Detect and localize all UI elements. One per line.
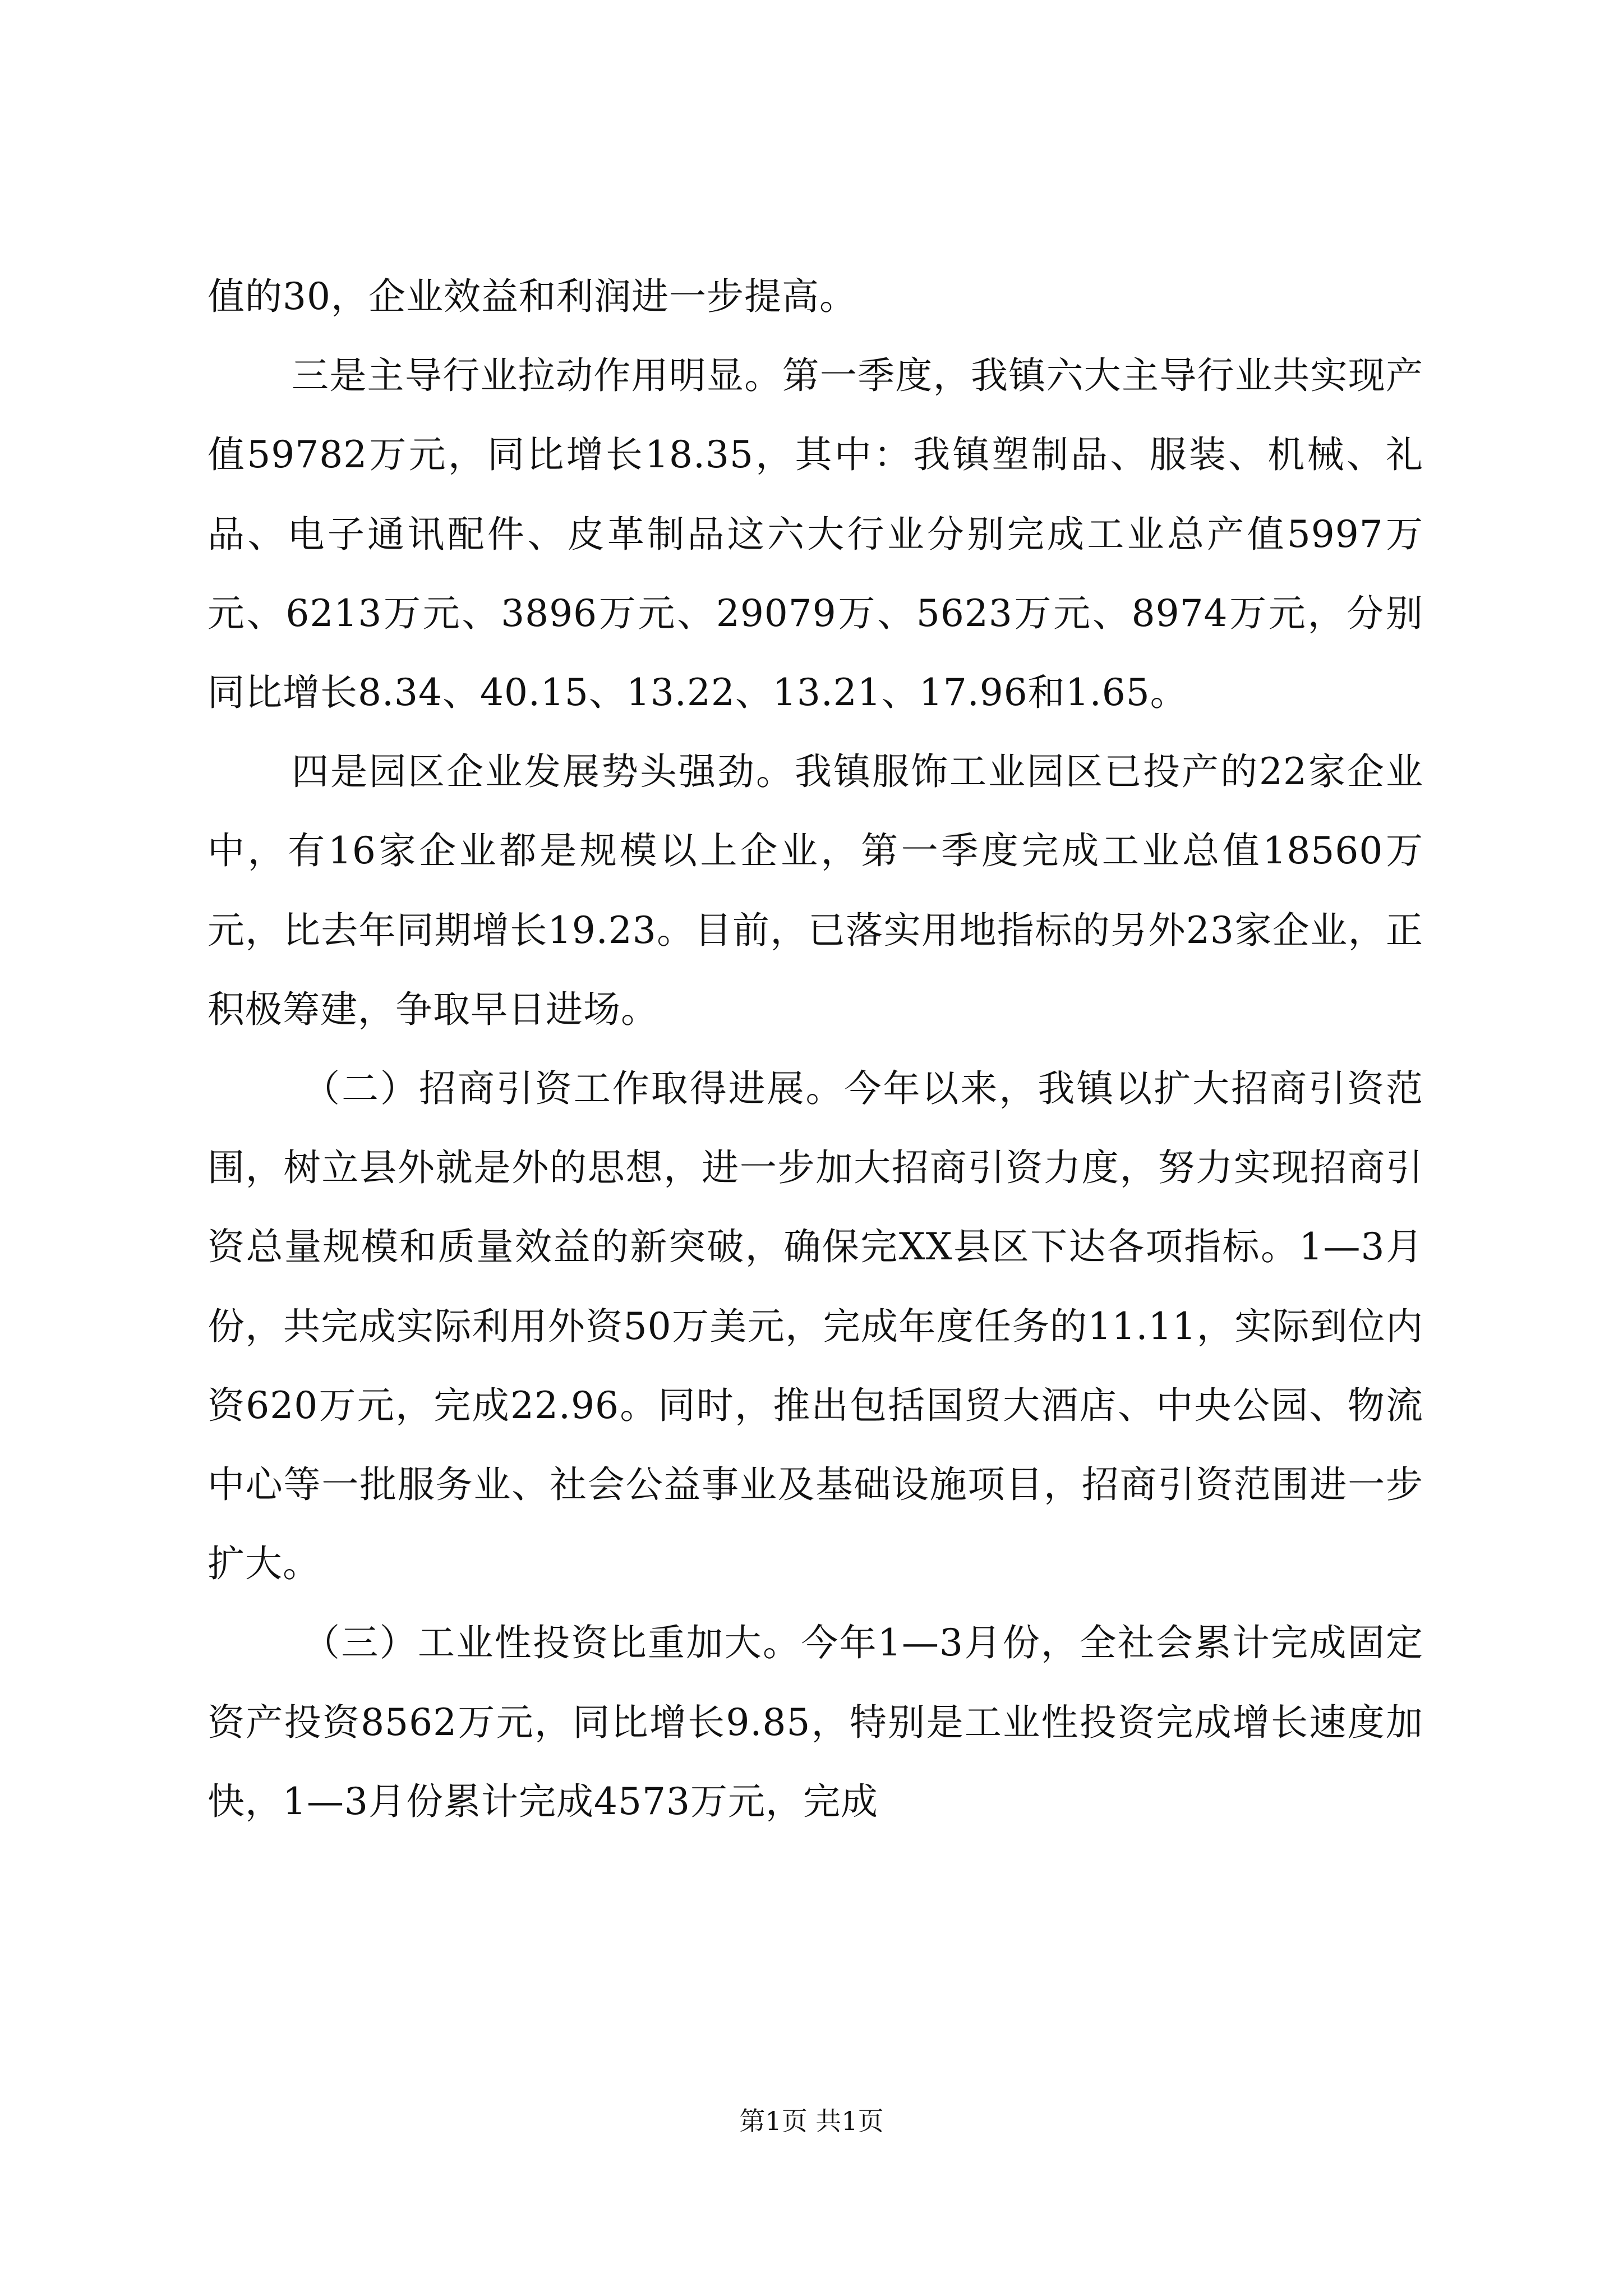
document-body	[208, 257, 1423, 1841]
paragraph-industrial-park: 四是园区企业发展势头强劲。我镇服饰工业园区已投产的22家企业中，有16家企业都是规模以上企业，第一季度完成工业总值18560万元，比去年同期增长19.23。目前，已落实用地指标的另外23家企业，正积极筹建，争取早日进场。	[208, 750, 1423, 1031]
paragraph-continuation: 值的30，企业效益和利润进一步提高。	[208, 275, 857, 318]
paragraph-leading-industries: 三是主导行业拉动作用明显。第一季度，我镇六大主导行业共实现产值59782万元，同比增长18.35，其中：我镇塑制品、服装、机械、礼品、电子通讯配件、皮革制品这六大行业分别完成工业总产值5997万元、6213万元、3896万元、29079万、5623万元、8974万元，分别同比增长8.34、40.15、13.22、13.21、17.96和1.65。	[208, 354, 1423, 715]
page-footer: 第1页 共1页	[739, 2106, 884, 2136]
paragraph-industrial-investment: （三）工业性投资比重加大。今年1—3月份，全社会累计完成固定资产投资8562万元，同比增长9.85，特别是工业性投资完成增长速度加快，1—3月份累计完成4573万元，完成	[208, 1621, 1423, 1823]
paragraph-investment-attraction: （二）招商引资工作取得进展。今年以来，我镇以扩大招商引资范围，树立县外就是外的思想，进一步加大招商引资力度，努力实现招商引资总量规模和质量效益的新突破，确保完XX县区下达各项指标。1—3月份，共完成实际利用外资50万美元，完成年度任务的11.11，实际到位内资620万元，完成22.96。同时，推出包括国贸大酒店、中央公园、物流中心等一批服务业、社会公益事业及基础设施项目，招商引资范围进一步扩大。	[208, 1067, 1423, 1586]
